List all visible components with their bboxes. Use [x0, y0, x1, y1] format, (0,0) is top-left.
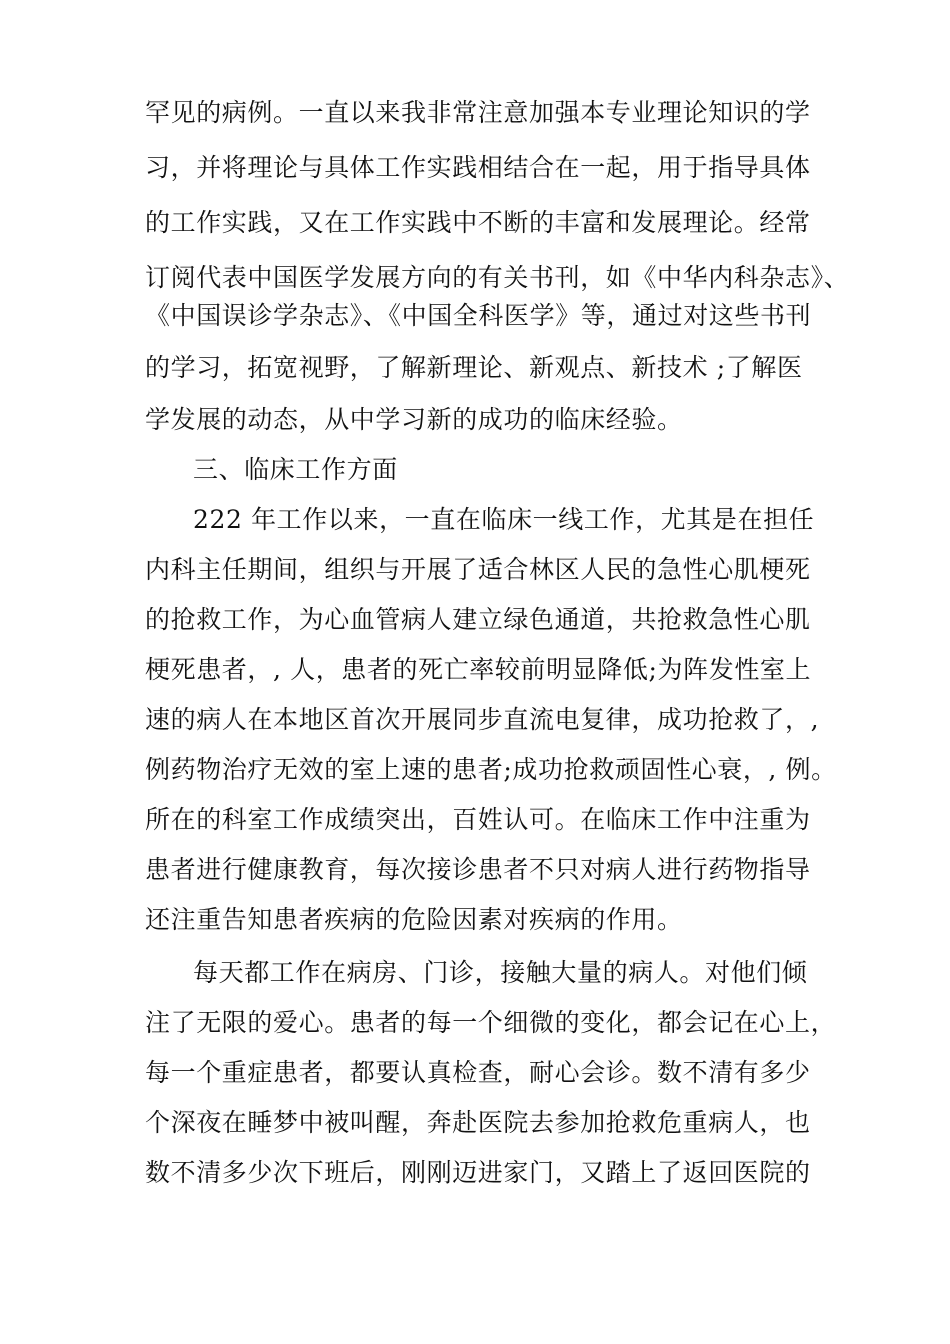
- text-line: 每一个重症患者，都要认真检查，耐心会诊。数不清有多少: [145, 1058, 811, 1087]
- text-line: 所在的科室工作成绩突出，百姓认可。在临床工作中注重为: [145, 805, 811, 834]
- text-line: 梗死患者，, 人，患者的死亡率较前明显降低;为阵发性室上: [145, 655, 812, 684]
- text-line: 222 年工作以来，一直在临床一线工作，尤其是在担任: [193, 505, 815, 534]
- text-line: 例药物治疗无效的室上速的患者;成功抢救顽固性心衰，, 例。: [145, 755, 837, 784]
- text-line: 学发展的动态，从中学习新的成功的临床经验。: [145, 405, 683, 434]
- section-heading: 三、临床工作方面: [193, 455, 398, 484]
- text-line: 每天都工作在病房、门诊，接触大量的病人。对他们倾: [193, 958, 808, 987]
- text-line: 习，并将理论与具体工作实践相结合在一起，用于指导具体: [145, 153, 811, 182]
- text-line: 的抢救工作，为心血管病人建立绿色通道，共抢救急性心肌: [145, 605, 811, 634]
- text-line: 内科主任期间，组织与开展了适合林区人民的急性心肌梗死: [145, 555, 811, 584]
- text-line: 的学习，拓宽视野，了解新理论、新观点、新技术 ;了解医: [145, 353, 803, 382]
- text-line: 的工作实践，又在工作实践中不断的丰富和发展理论。经常: [145, 208, 811, 237]
- text-line: 个深夜在睡梦中被叫醒，奔赴医院去参加抢救危重病人，也: [145, 1108, 811, 1137]
- text-line: 数不清多少次下班后，刚刚迈进家门，又踏上了返回医院的: [145, 1158, 811, 1187]
- text-line: 还注重告知患者疾病的危险因素对疾病的作用。: [145, 905, 683, 934]
- text-line: 患者进行健康教育，每次接诊患者不只对病人进行药物指导: [145, 855, 811, 884]
- text-line: 订阅代表中国医学发展方向的有关书刊，如《中华内科杂志》、: [145, 263, 850, 292]
- text-line: 速的病人在本地区首次开展同步直流电复律，成功抢救了，,: [145, 705, 820, 734]
- text-line: 《中国误诊学杂志》、《中国全科医学》等，通过对这些书刊: [145, 301, 812, 330]
- text-line: 注了无限的爱心。患者的每一个细微的变化，都会记在心上，: [145, 1008, 837, 1037]
- text-line: 罕见的病例。一直以来我非常注意加强本专业理论知识的学: [145, 98, 811, 127]
